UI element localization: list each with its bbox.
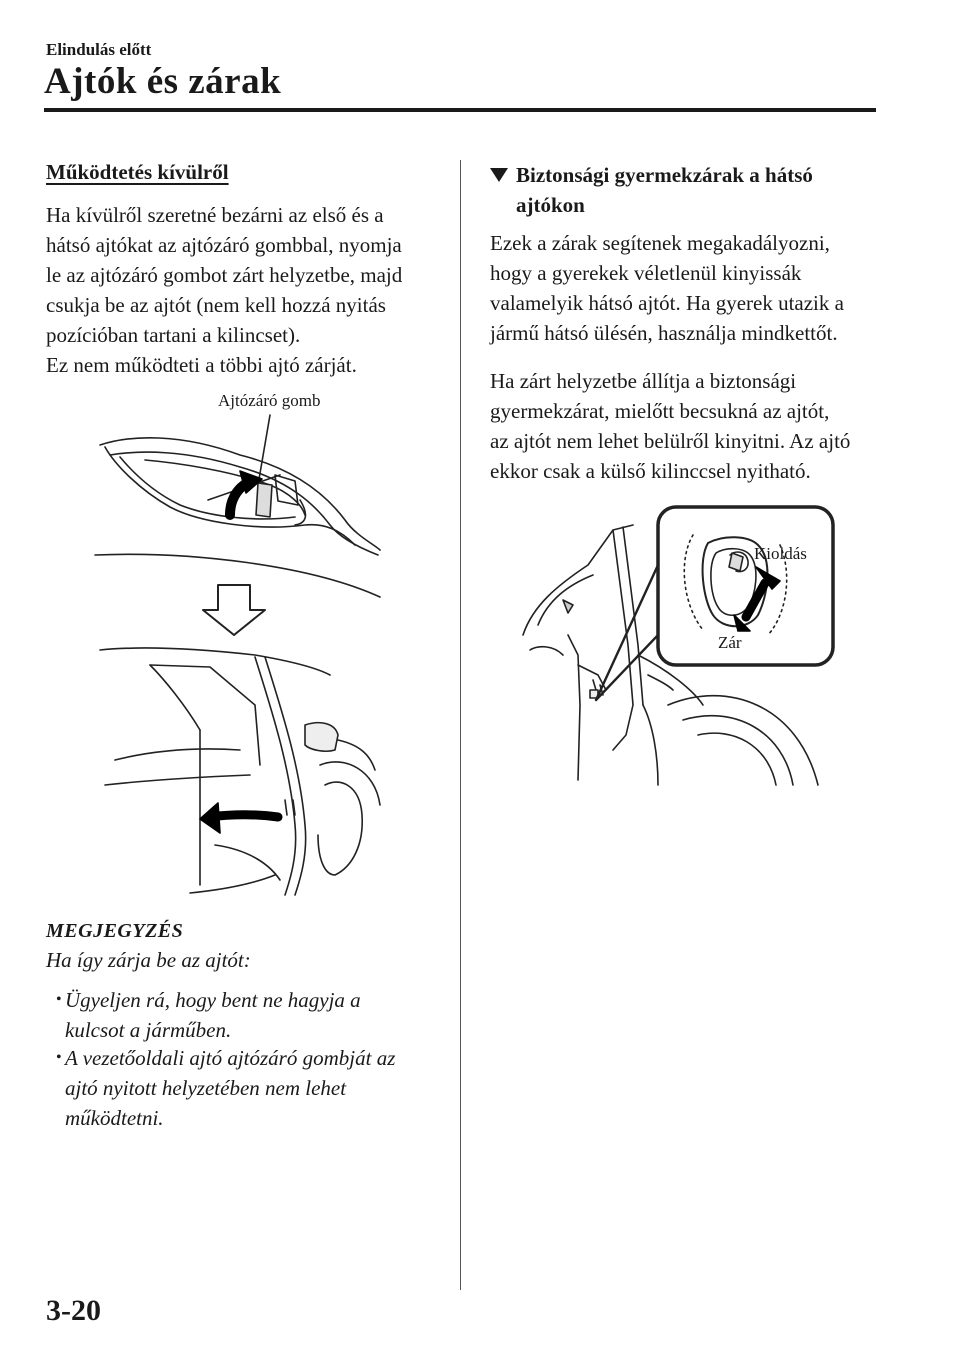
- column-divider: [460, 160, 461, 1290]
- outside-operation-paragraph: [46, 200, 446, 380]
- bullet-line: A vezetőoldali ajtó ajtózáró gombját az: [65, 1046, 396, 1070]
- paragraph-line: Ezek a zárak segítenek megakadályozni,: [490, 231, 830, 255]
- bullet-line: ajtó nyitott helyzetében nem lehet: [65, 1076, 347, 1100]
- heading-line: Biztonsági gyermekzárak a hátsó: [516, 163, 813, 187]
- door-panel-line: [95, 554, 380, 597]
- paragraph-line: valamelyik hátsó ajtót. Ha gyerek utazik a: [490, 291, 844, 315]
- chapter-label: Elindulás előtt: [46, 40, 152, 59]
- bullet-dot: •: [56, 991, 62, 1008]
- paragraph-line: Ha kívülről szeretné bezárni az első és a: [46, 203, 384, 227]
- bullet-line: kulcsot a járműben.: [65, 1018, 232, 1042]
- header-rule: [44, 108, 876, 112]
- paragraph-line: Ha zárt helyzetbe állítja a biztonsági: [490, 369, 797, 393]
- paragraph-line: pozícióban tartani a kilincset).: [46, 323, 301, 347]
- paragraph-line: az ajtót nem lehet belülről kinyitni. Az ajtó: [490, 429, 851, 453]
- callout-lines: [596, 565, 658, 700]
- paragraph-line: gyermekzárat, mielőtt becsukná az ajtót,: [490, 399, 830, 423]
- door-lock-illustration: [90, 405, 390, 900]
- bullet-line: működtetni.: [65, 1106, 164, 1130]
- bullet-line: Ügyeljen rá, hogy bent ne hagyja a: [65, 988, 361, 1012]
- paragraph-line: jármű hátsó ülésén, használja mindkettőt.: [490, 321, 838, 345]
- figure-label-release: Kioldás: [754, 544, 807, 563]
- page-number: 3-20: [46, 1294, 101, 1327]
- paragraph-line: csukja be az ajtót (nem kell hozzá nyitás: [46, 293, 386, 317]
- zoom-inset: [658, 507, 833, 665]
- left-arrow-icon: [200, 803, 278, 833]
- paragraph-line: hogy a gyerekek véletlenül kinyissák: [490, 261, 802, 285]
- figure-label-lock: Zár: [718, 633, 742, 652]
- paragraph-line: le az ajtózáró gombot zárt helyzetbe, majd: [46, 263, 403, 287]
- section-heading-outside: Működtetés kívülről: [46, 160, 229, 184]
- bullet-dot: •: [56, 1049, 62, 1066]
- triangle-down-icon: [490, 168, 508, 182]
- note-intro: Ha így zárja be az ajtót:: [46, 948, 251, 972]
- paragraph-line: hátsó ajtókat az ajtózáró gombbal, nyomja: [46, 233, 402, 257]
- lock-knob: [256, 483, 272, 517]
- car-open-door: [100, 648, 380, 895]
- outline-down-arrow-icon: [203, 585, 265, 635]
- child-lock-paragraph: [490, 228, 890, 348]
- paragraph-line: Ez nem működteti a többi ajtó zárját.: [46, 353, 357, 377]
- page-title: Ajtók és zárak: [44, 61, 282, 102]
- child-lock-paragraph-2: [490, 366, 890, 486]
- paragraph-line: ekkor csak a külső kilinccsel nyitható.: [490, 459, 811, 483]
- heading-line: ajtókon: [516, 193, 585, 217]
- figure-label-lock-knob: Ajtózáró gomb: [218, 391, 321, 410]
- note-heading: MEGJEGYZÉS: [46, 920, 184, 942]
